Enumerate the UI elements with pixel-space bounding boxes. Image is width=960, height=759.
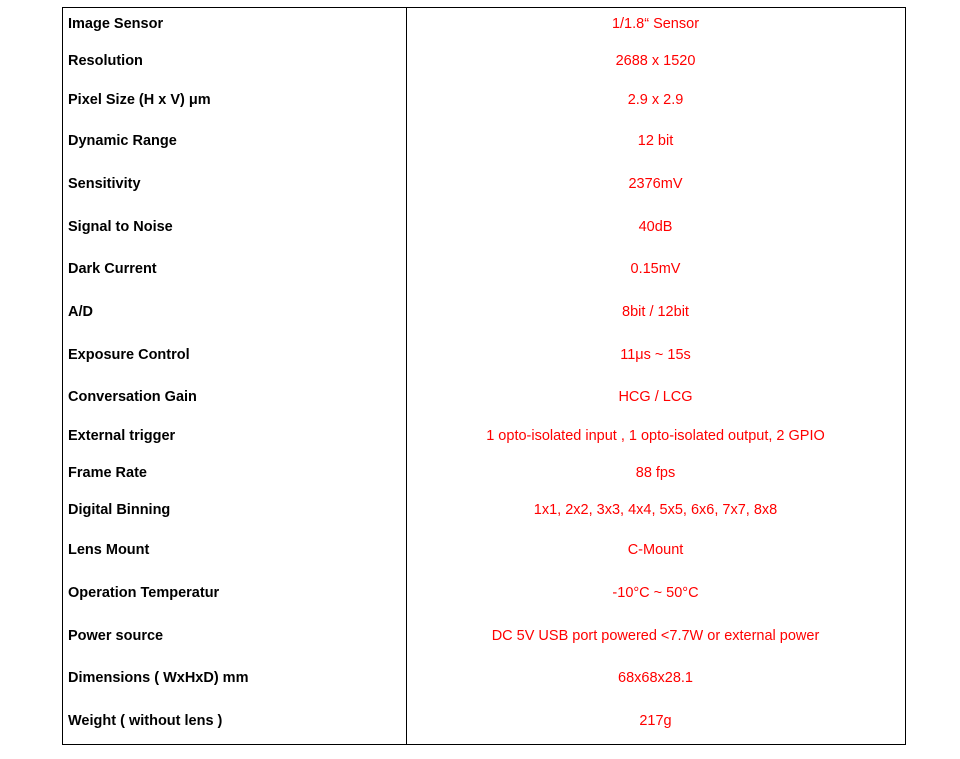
spec-value: 68x68x28.1 [618, 670, 693, 686]
spec-row-conversation-gain [63, 377, 905, 419]
spec-row-lens-mount [63, 529, 905, 572]
spec-label: Operation Temperatur [68, 584, 220, 601]
spec-value: 8bit / 12bit [622, 303, 689, 320]
spec-label: A/D [68, 303, 93, 320]
spec-label: Power source [68, 627, 164, 644]
spec-label: Dynamic Range [68, 132, 177, 149]
spec-label: Dark Current [68, 261, 157, 277]
spec-row-ad [63, 291, 905, 334]
spec-label: Digital Binning [68, 501, 171, 518]
spec-value: 1 opto-isolated input , 1 opto-isolated output, 2 GPIO [486, 428, 825, 444]
spec-label: Frame Rate [68, 464, 147, 481]
spec-label: Lens Mount [68, 541, 150, 558]
spec-value: 11μs ~ 15s [620, 346, 691, 363]
spec-row-power-source [63, 615, 905, 658]
spec-label: External trigger [68, 428, 176, 444]
spec-value: 2376mV [628, 175, 683, 192]
spec-value: 1x1, 2x2, 3x3, 4x4, 5x5, 6x6, 7x7, 8x8 [533, 501, 778, 518]
spec-row-image-sensor [63, 8, 905, 42]
spec-label: Signal to Noise [68, 218, 173, 235]
spec-value: 40dB [638, 218, 673, 235]
spec-value: DC 5V USB port powered <7.7W or external power [491, 627, 820, 644]
spec-row-dynamic-range [63, 120, 905, 163]
spec-label: Conversation Gain [68, 389, 197, 405]
spec-value: -10°C ~ 50°C [612, 584, 699, 601]
spec-row-weight [63, 700, 905, 744]
spec-row-resolution [63, 42, 905, 82]
spec-label: Pixel Size (H x V) μm [68, 92, 211, 108]
spec-label: Weight ( without lens ) [68, 713, 223, 729]
spec-value: 1/1.8“ Sensor [611, 16, 700, 32]
spec-label: Resolution [68, 53, 143, 69]
spec-value: HCG / LCG [618, 389, 693, 405]
spec-label: Image Sensor [68, 16, 164, 32]
spec-value: 217g [639, 713, 672, 729]
spec-row-dimensions [63, 658, 905, 700]
spec-row-signal-to-noise [63, 206, 905, 249]
spec-row-sensitivity [63, 163, 905, 206]
spec-row-operation-temperature [63, 572, 905, 615]
spec-row-digital-binning [63, 492, 905, 529]
spec-row-pixel-size [63, 82, 905, 120]
spec-value: 12 bit [637, 132, 674, 149]
spec-label: Exposure Control [68, 346, 190, 363]
spec-value: 0.15mV [630, 261, 681, 277]
spec-table [62, 7, 906, 745]
spec-label: Dimensions ( WxHxD) mm [68, 670, 249, 686]
spec-value: C-Mount [627, 541, 684, 558]
spec-value: 2688 x 1520 [615, 53, 696, 69]
spec-row-exposure-control [63, 334, 905, 377]
spec-row-dark-current [63, 249, 905, 291]
spec-row-frame-rate [63, 455, 905, 492]
spec-row-external-trigger [63, 419, 905, 455]
spec-value: 88 fps [635, 464, 676, 481]
spec-value: 2.9 x 2.9 [627, 92, 684, 108]
spec-label: Sensitivity [68, 175, 141, 192]
